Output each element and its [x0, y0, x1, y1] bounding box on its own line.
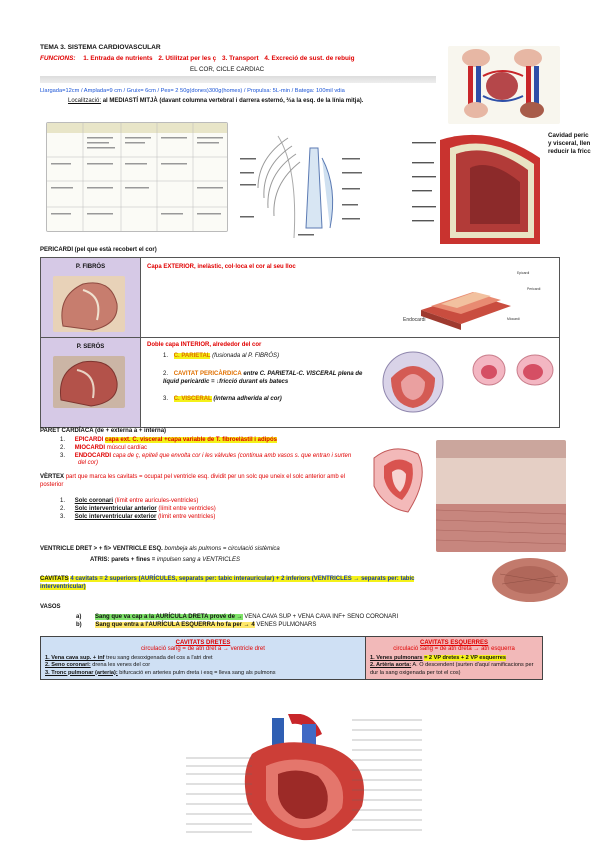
fibrous-pericardium-image	[53, 276, 125, 332]
location-text: al MEDIASTÍ MITJÀ (davant columna vertebral i darrera esternó, ⅔a la esq. de la línia mitja).	[102, 98, 364, 104]
functions-label: FUNCIONS:	[40, 55, 76, 62]
paret-item-3-name: ENDOCARDI	[74, 452, 112, 459]
ventricles-line-1-text: VENTRICLE DRET > + fi> VENTRICLE ESQ.	[40, 546, 163, 552]
function-4: 4. Excreció de sust. de rebuig	[264, 55, 355, 62]
cav-esq-item-2	[370, 662, 542, 677]
vertex-item-2-name: Solc interventricular anterior	[74, 505, 157, 512]
vertex-item-1-note: (límit entre aurícules-ventricles)	[114, 498, 199, 504]
page-title: TEMA 3. SISTEMA CARDIOVASCULAR	[40, 44, 161, 51]
location	[68, 98, 363, 104]
fibros-desc-cell	[141, 258, 560, 338]
vasos-item-b-letter: b)	[76, 621, 82, 628]
divider	[40, 76, 436, 83]
seros-cell	[41, 338, 141, 428]
paret-heading: PARET CARDÍACA (de + externa a + interna)	[40, 428, 167, 434]
paret-item-3	[60, 453, 360, 469]
seros-item-2-note: entre C. PARIETAL-C. VISCERAL plena de líquid pericàrdic = ↓fricció durant els batecs	[163, 370, 363, 385]
seros-item-3-note: (interna adherida al cor)	[213, 396, 282, 403]
overlay-line-1: Cavidad peric	[548, 132, 589, 139]
cav-esq-item-2-text: A. O descendent (surten d'aquí ramificacions per dur la sang oxigenada per tot el cos)	[370, 662, 534, 676]
paret-item-2	[60, 445, 360, 453]
seros-item-1-num: 1.	[163, 353, 169, 359]
cav-dretes-item-1	[45, 655, 365, 662]
fig-label-epicardi: Epicardi	[517, 271, 530, 275]
paret-item-2-name: MIOCARDI	[74, 444, 106, 451]
seros-desc-cell	[141, 338, 560, 428]
vertex-item-1-num: 1.	[60, 498, 66, 504]
cavitats-dretes-box	[40, 636, 366, 680]
vertex-item-3-note: (límit entre ventricles)	[158, 513, 216, 520]
cavitats-label: CAVITATS	[40, 576, 69, 582]
seros-item-1-note: (fusionada al P. FIBRÓS)	[212, 353, 280, 359]
subtitle: EL COR, CICLE CARDIAC	[190, 66, 265, 73]
vasos-item-b	[76, 622, 456, 630]
seros-item-3-name: C. VISCERAL	[173, 396, 212, 403]
paret-item-2-num: 2.	[60, 444, 66, 451]
seros-item-3-num: 3.	[163, 396, 169, 403]
paret-list	[60, 437, 360, 468]
paret-item-1	[60, 437, 360, 445]
ventricles-line-2	[90, 557, 240, 563]
cav-dretes-title: CAVITATS DRETES	[175, 640, 231, 646]
vasos-heading: VASOS	[40, 604, 61, 610]
heart-fist-analogy-image	[467, 348, 559, 398]
function-1: 1. Entrada de nutrients	[83, 55, 153, 62]
fig-label-miocardi: Miocardi	[507, 317, 520, 321]
heart-anatomy-image	[182, 714, 422, 844]
cav-dretes-item-2-text: drena les venes del cor	[92, 662, 151, 669]
cav-dretes-item-2-name: 2. Seno coronari:	[45, 662, 91, 669]
ventricles-line-2-text: ATRIS: parets + fines =	[90, 557, 156, 563]
circulation-diagram-image	[448, 46, 560, 124]
vasos-item-a-letter: a)	[76, 614, 82, 620]
paret-item-3-num: 3.	[60, 452, 66, 459]
pericardium-layers-image	[410, 128, 550, 244]
fig-label-pericardi: Pericardi	[527, 287, 541, 291]
function-2: 2. Utilitzat per les ç	[158, 55, 217, 62]
overlay-line-2: y visceral, llen	[548, 139, 591, 147]
paret-item-1-num: 1.	[60, 437, 66, 443]
cav-dretes-item-3-name: 3. Tronc pulmonar (arteria):	[45, 669, 118, 676]
cav-dretes-subtitle: circulació sang = de atri dret a → ventricle dret	[141, 646, 265, 652]
ventricles-line-1	[40, 546, 280, 552]
fibros-text: Capa EXTERIOR, inelàstic, col·loca el cor al seu lloc	[147, 264, 296, 270]
vertex-block	[40, 474, 365, 490]
vertex-item-2-note: (límit entre ventricles)	[158, 505, 216, 512]
functions-line	[40, 55, 355, 62]
paret-item-3-text: capa de ç, epiteli que envolta cor i les vàlvules (continua amb vasos s. que entran i surten del cor)	[78, 452, 352, 467]
cavitats-block	[40, 576, 460, 592]
cav-dretes-item-1-text: treu sang desoxigenada del cos a l'atri dret	[106, 655, 213, 661]
vasos-list	[76, 614, 456, 630]
ventricles-line-2-note: impulsen sang a VENTRICLES	[156, 557, 240, 563]
serous-pericardium-image	[53, 356, 125, 408]
vertex-item-3-num: 3.	[60, 513, 66, 520]
cav-dretes-item-3	[45, 670, 365, 677]
vertex-item-2-num: 2.	[60, 505, 66, 512]
vasos-item-a-text: VENA CAVA SUP + VENA CAVA INF+ SENO CORONARI	[244, 614, 399, 620]
overlay-caption	[548, 132, 591, 155]
seros-item-1-name: C. PARIETAL	[173, 353, 211, 359]
vertex-item-2	[60, 506, 380, 514]
cavitats-esquerres-box	[365, 636, 543, 680]
cav-esq-subtitle: circulació sang = de atri dreta → atri esquerra	[393, 646, 515, 652]
vertex-text: part que marca les cavitats = ocupat pel ventricle esq. dividit per un solc que uneix el solc anterior amb el posterior	[40, 474, 346, 488]
paret-item-1-text: capa ext. C. visceral +capa variable de T. fibroelàstil i adipós	[105, 437, 277, 443]
vasos-item-b-hl: Sang que entra a l'AURÍCULA ESQUERRA ho fa per → 4	[95, 621, 255, 628]
function-3: 3. Transport	[222, 55, 259, 62]
paret-item-2-text: múscul cardíac	[106, 444, 148, 451]
seros-item-2-name: CAVITAT PERICÀRDICA	[173, 370, 242, 377]
cavitats-text: 4 cavitats = 2 superiors (AURÍCULES, separats per: tabic interauricular) + 2 inferiors (VENTRICLES → separats per: tabic interventricular)	[40, 576, 415, 590]
vertex-item-3-name: Solc interventricular exterior	[74, 513, 157, 520]
cav-esq-list	[370, 655, 542, 677]
vasos-item-b-text: VENES PULMONARS	[256, 621, 317, 628]
vasos-item-a	[76, 614, 456, 622]
cav-esq-item-1-text: = 2 VP dretes + 2 VP esquerres	[424, 655, 506, 661]
nutrition-table-image	[46, 122, 228, 232]
vertex-heading: VÈRTEX	[40, 474, 65, 480]
cav-dretes-item-2	[45, 662, 365, 669]
measures: Llargada=12cm / Amplada=9 cm / Gruix= 6cm / Pes= 2 50g(dones)300g(homes) / Propulsa: 5L-min / Batega: 100mil vdia	[40, 88, 345, 94]
cav-esq-item-1-name: 1. Venes pulmonars	[370, 655, 423, 661]
vertex-item-1-name: Solc coronari	[74, 498, 114, 504]
cav-esq-title: CAVITATS ESQUERRES	[419, 640, 488, 646]
mediastinum-diagram-image	[238, 128, 386, 240]
overlay-line-3: reducir la fricc	[548, 147, 591, 155]
fibros-cell	[41, 258, 141, 338]
pericardi-heading: PERICARDI (pel que està recobert el cor)	[40, 247, 157, 253]
vertex-list	[60, 498, 380, 521]
seros-intro: Doble capa INTERIOR, alrededor del cor	[147, 342, 262, 348]
heart-wall-layers-image	[411, 270, 521, 330]
paret-item-1-name: EPICARDI	[74, 437, 104, 443]
pericardi-table	[40, 257, 560, 427]
cav-dretes-list	[45, 655, 365, 677]
seros-label: P. SERÓS	[76, 344, 105, 350]
cav-dretes-item-1-name: 1. Vena cava sup. + inf	[45, 655, 105, 661]
vasos-item-a-hl: Sang que va cap a la AURÍCULA DRETA prové de →	[95, 614, 243, 620]
fig-label-endocardi: Endocardi	[403, 317, 426, 323]
vertex-item-1	[60, 498, 380, 506]
location-label: Localització:	[68, 98, 102, 104]
heart-section-image	[364, 438, 434, 520]
vertex-item-3	[60, 514, 380, 522]
pericardial-sac-image	[377, 344, 449, 416]
cav-dretes-item-3-text: bifurcació en arteries pulm dreta i esq = lleva sang als pulmons	[119, 669, 276, 676]
ventricles-line-1-note: bombeja als pulmons = circulació sistèmica	[164, 546, 280, 552]
fibros-label: P. FIBRÓS	[75, 264, 106, 270]
cav-esq-item-2-name: 2. Artèria aorta:	[370, 662, 412, 669]
heart-cross-section-image	[490, 554, 570, 602]
myocardium-histology-image	[436, 440, 566, 552]
seros-item-2	[163, 371, 363, 387]
seros-item-2-num: 2.	[163, 370, 169, 377]
cav-esq-item-1	[370, 655, 542, 662]
